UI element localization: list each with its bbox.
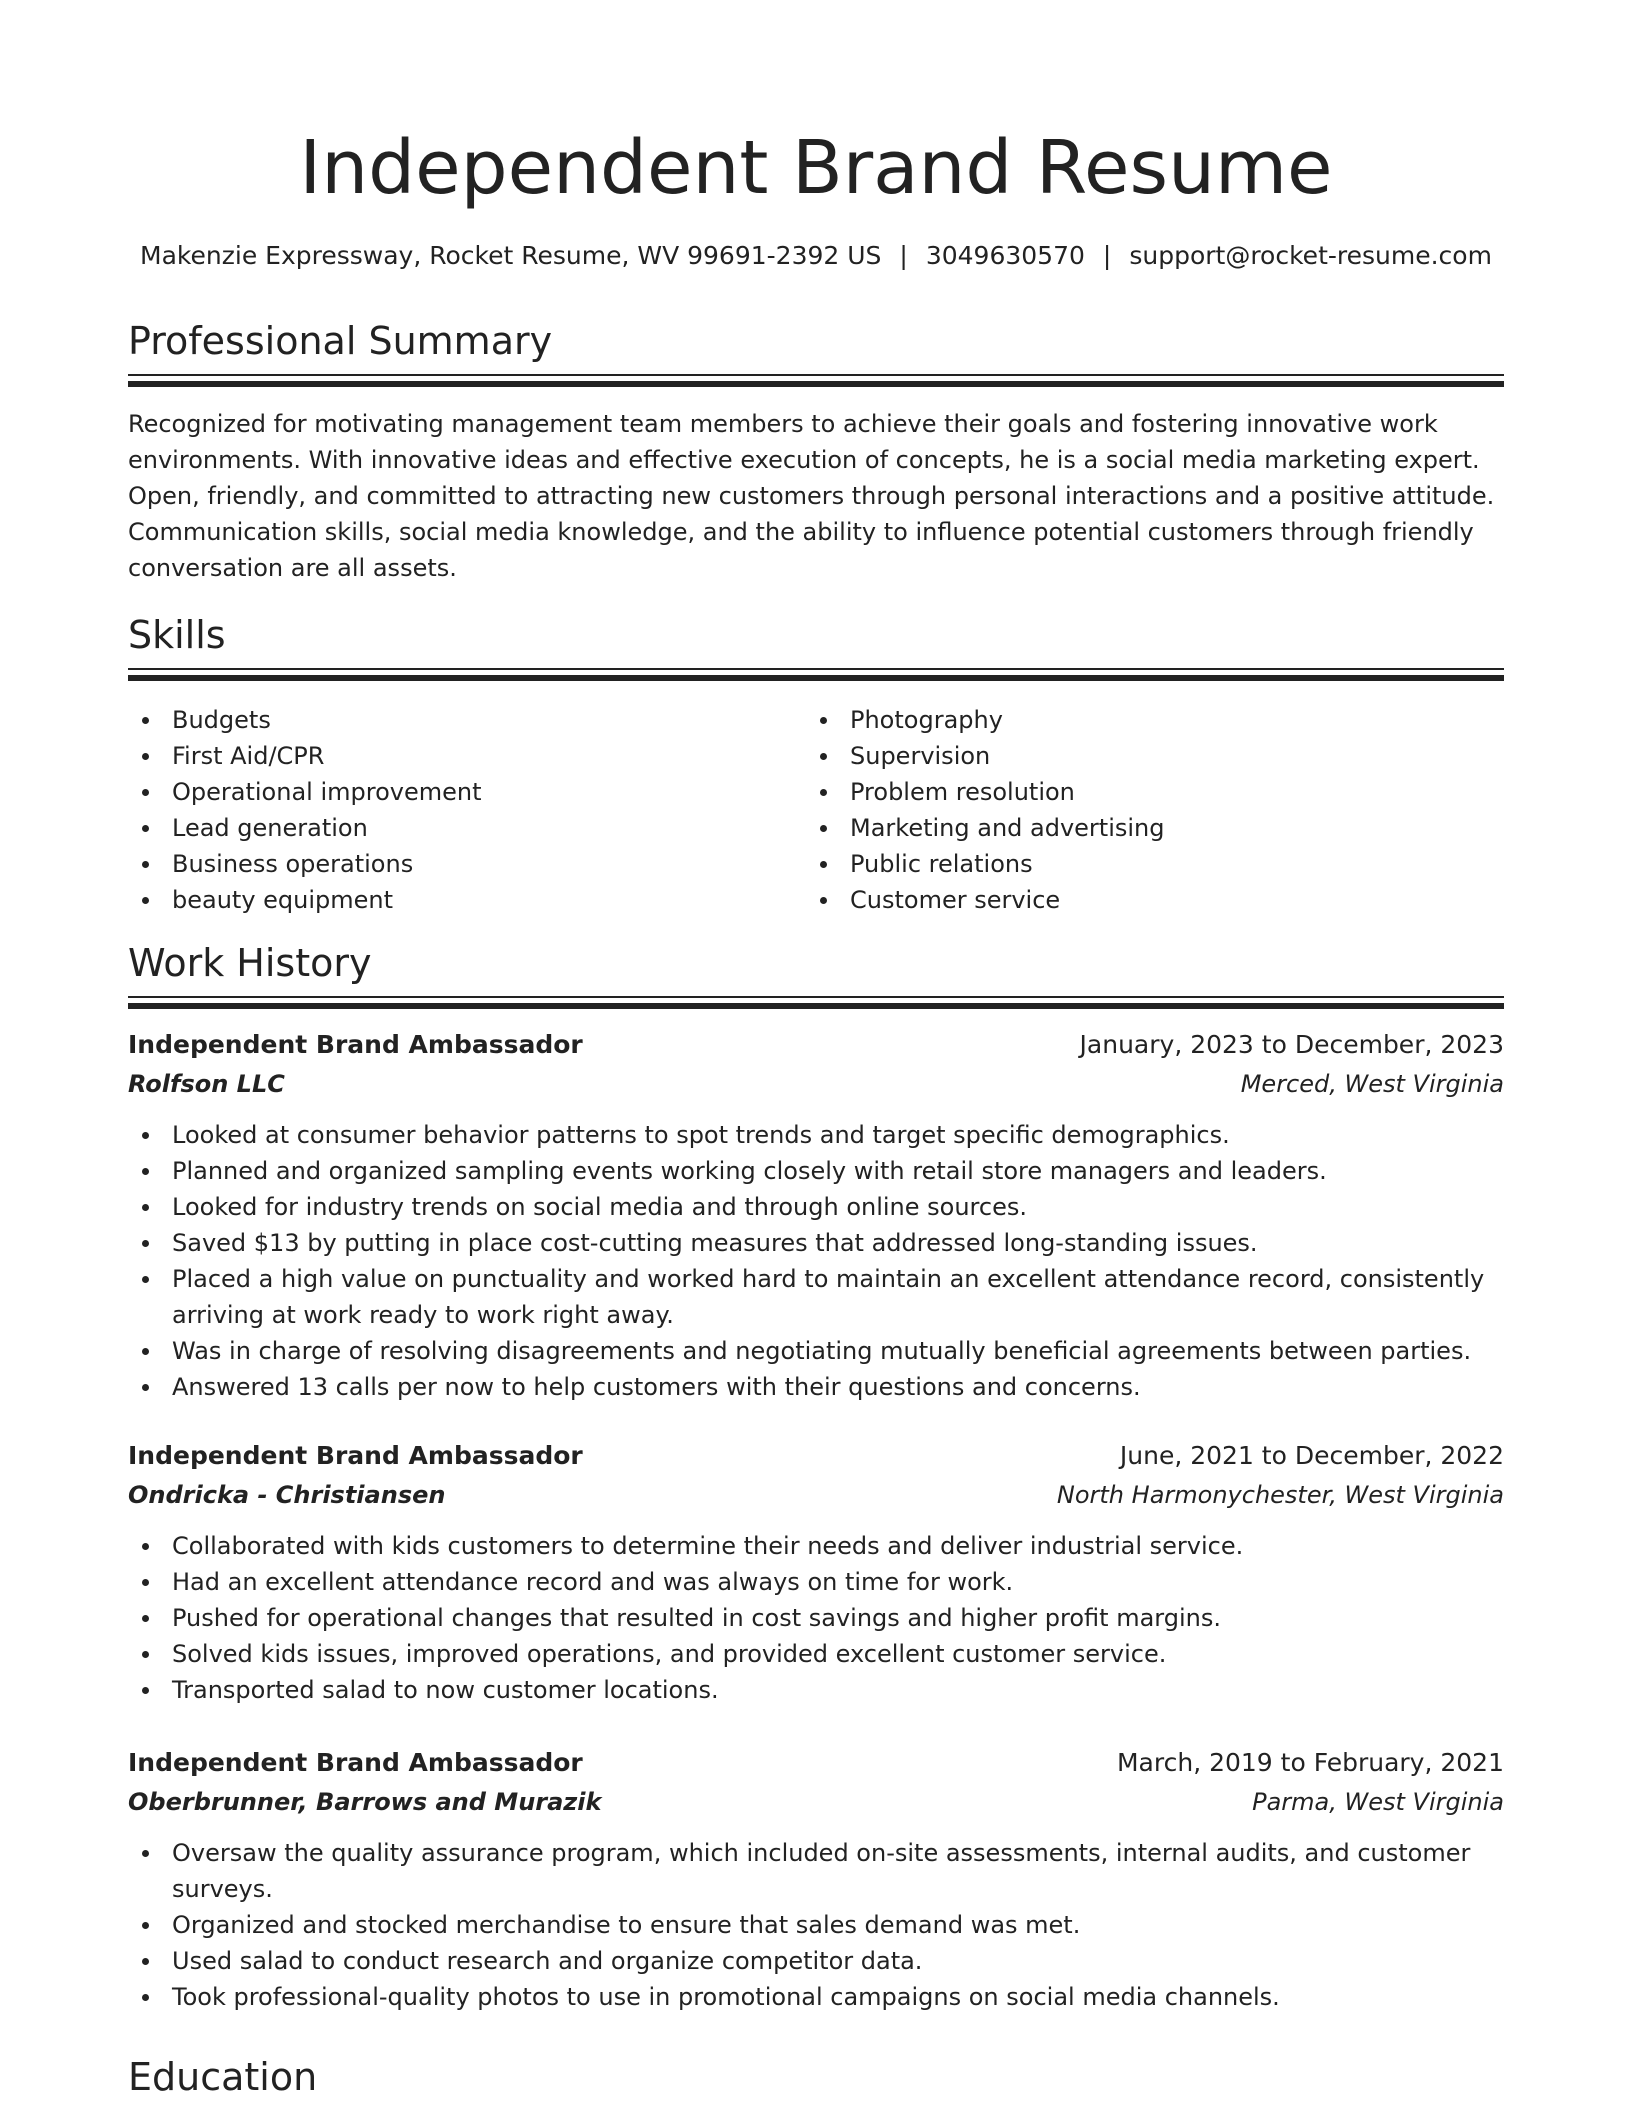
job-bullet: Used salad to conduct research and organize competitor data.	[128, 1943, 1504, 1979]
skills-heading: Skills	[128, 613, 226, 657]
job-bullet: Had an excellent attendance record and was always on time for work.	[128, 1564, 1504, 1600]
job-dates: January, 2023 to December, 2023	[1079, 1030, 1504, 1059]
skills-list-left	[128, 702, 788, 918]
skill-item: Supervision	[806, 738, 1466, 774]
job-company: Ondricka - Christiansen	[128, 1481, 446, 1509]
job-bullet: Transported salad to now customer locations.	[128, 1672, 1504, 1708]
job-location: North Harmonychester, West Virginia	[1056, 1481, 1504, 1509]
contact-line	[88, 236, 1544, 276]
job-title: Independent Brand Ambassador	[128, 1748, 583, 1777]
job-bullet: Planned and organized sampling events working closely with retail store managers and leaders.	[128, 1153, 1504, 1189]
job-bullet: Took professional-quality photos to use in promotional campaigns on social media channels.	[128, 1979, 1504, 2015]
job-title: Independent Brand Ambassador	[128, 1030, 583, 1059]
job-bullets	[128, 1835, 1504, 2015]
job-bullet: Answered 13 calls per now to help customers with their questions and concerns.	[128, 1369, 1504, 1405]
summary-heading: Professional Summary	[128, 319, 553, 363]
job-bullet: Pushed for operational changes that resulted in cost savings and higher profit margins.	[128, 1600, 1504, 1636]
job-dates: March, 2019 to February, 2021	[1116, 1748, 1504, 1777]
skill-item: Marketing and advertising	[806, 810, 1466, 846]
skill-item: Customer service	[806, 882, 1466, 918]
job-entry	[128, 1744, 1504, 2015]
job-bullet: Collaborated with kids customers to determine their needs and deliver industrial service.	[128, 1528, 1504, 1564]
resume-title: Independent Brand Resume	[299, 125, 1333, 211]
education-heading: Education	[128, 2055, 318, 2099]
contact-phone: 3049630570	[925, 241, 1085, 270]
contact-separator: |	[1102, 241, 1112, 270]
skill-item: Business operations	[128, 846, 788, 882]
contact-address: Makenzie Expressway, Rocket Resume, WV 99691-2392 US	[140, 241, 882, 270]
job-bullet: Oversaw the quality assurance program, which included on-site assessments, internal audits, and customer surveys.	[128, 1835, 1504, 1907]
contact-separator: |	[899, 241, 908, 270]
job-bullet: Looked for industry trends on social media and through online sources.	[128, 1189, 1504, 1225]
job-bullets	[128, 1117, 1504, 1405]
section-divider	[128, 996, 1504, 1008]
skill-item: Photography	[806, 702, 1466, 738]
job-bullet: Saved $13 by putting in place cost-cutting measures that addressed long-standing issues.	[128, 1225, 1504, 1261]
skill-item: Operational improvement	[128, 774, 788, 810]
job-bullet: Was in charge of resolving disagreements and negotiating mutually beneficial agreements between parties.	[128, 1333, 1504, 1369]
job-entry	[128, 1026, 1504, 1405]
section-divider	[128, 374, 1504, 386]
job-bullet: Placed a high value on punctuality and worked hard to maintain an excellent attendance record, consistently arriving at work ready to work right away.	[128, 1261, 1504, 1333]
skill-item: Budgets	[128, 702, 788, 738]
job-entry	[128, 1437, 1504, 1708]
skill-item: beauty equipment	[128, 882, 788, 918]
job-location: Parma, West Virginia	[1252, 1788, 1504, 1816]
job-bullets	[128, 1528, 1504, 1708]
work-history-heading: Work History	[128, 941, 372, 985]
job-dates: June, 2021 to December, 2022	[1119, 1441, 1504, 1470]
skills-list-right	[806, 702, 1466, 918]
skill-item: Problem resolution	[806, 774, 1466, 810]
job-title: Independent Brand Ambassador	[128, 1441, 583, 1470]
skill-item: Lead generation	[128, 810, 788, 846]
job-bullet: Organized and stocked merchandise to ensure that sales demand was met.	[128, 1907, 1504, 1943]
contact-email[interactable]: support@rocket-resume.com	[1129, 241, 1492, 270]
summary-text: Recognized for motivating management team members to achieve their goals and fostering innovative work environments. With innovative ideas and effective execution of concepts, he is a social media marketing expert. Open, friendly, and committed to attracting new customers through personal interactions and a positive attitude. Communication skills, social media knowledge, and the ability to influence potential customers through friendly conversation are all assets.	[128, 410, 1495, 582]
section-divider	[128, 668, 1504, 680]
job-company: Rolfson LLC	[128, 1070, 285, 1098]
job-company: Oberbrunner, Barrows and Murazik	[128, 1788, 602, 1816]
skill-item: First Aid/CPR	[128, 738, 788, 774]
job-location: Merced, West Virginia	[1240, 1070, 1504, 1098]
job-bullet: Looked at consumer behavior patterns to spot trends and target specific demographics.	[128, 1117, 1504, 1153]
skill-item: Public relations	[806, 846, 1466, 882]
job-bullet: Solved kids issues, improved operations, and provided excellent customer service.	[128, 1636, 1504, 1672]
